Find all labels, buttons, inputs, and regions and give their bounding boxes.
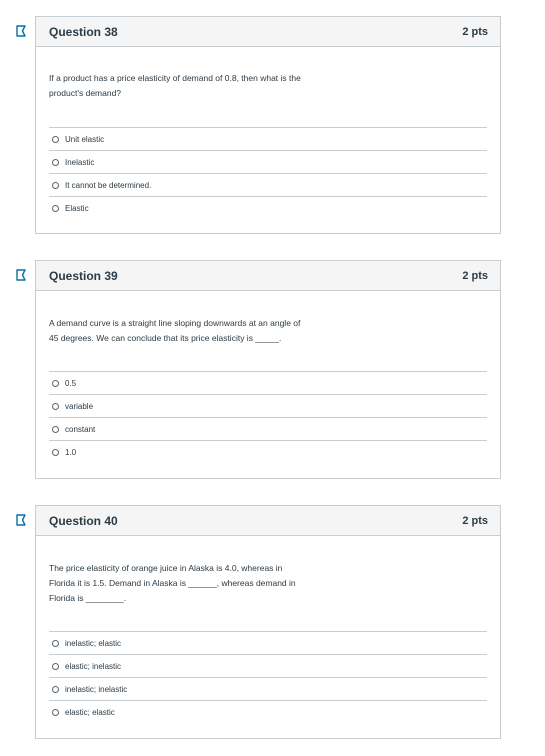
answer-option[interactable] <box>49 700 487 723</box>
answer-label: 1.0 <box>65 447 77 457</box>
question-header <box>36 17 500 47</box>
question-points: 2 pts <box>462 269 488 282</box>
radio-button[interactable] <box>52 159 59 166</box>
radio-button[interactable] <box>52 709 59 716</box>
radio-button[interactable] <box>52 380 59 387</box>
question-points: 2 pts <box>462 514 488 527</box>
answer-option[interactable] <box>49 196 487 219</box>
answer-option[interactable] <box>49 631 487 654</box>
radio-button[interactable] <box>52 663 59 670</box>
question-title: Question 40 <box>49 513 118 528</box>
radio-button[interactable] <box>52 426 59 433</box>
radio-button[interactable] <box>52 205 59 212</box>
question-title: Question 38 <box>49 24 118 39</box>
answer-label: It cannot be determined. <box>65 180 152 190</box>
question-header <box>36 506 500 536</box>
answer-label: elastic; inelastic <box>65 661 122 671</box>
answer-list <box>49 631 487 723</box>
radio-button[interactable] <box>52 136 59 143</box>
answer-list <box>49 371 487 463</box>
answer-label: 0.5 <box>65 378 77 388</box>
radio-button[interactable] <box>52 449 59 456</box>
question-39 <box>35 260 501 479</box>
answer-option[interactable] <box>49 150 487 173</box>
radio-button[interactable] <box>52 640 59 647</box>
answer-label: constant <box>65 424 96 434</box>
answer-label: variable <box>65 401 94 411</box>
answer-label: inelastic; elastic <box>65 638 122 648</box>
flag-icon[interactable] <box>16 25 27 37</box>
question-40 <box>35 505 501 739</box>
question-header <box>36 261 500 291</box>
answer-label: elastic; elastic <box>65 707 115 717</box>
answer-option[interactable] <box>49 654 487 677</box>
answer-option[interactable] <box>49 173 487 196</box>
answer-option[interactable] <box>49 127 487 150</box>
question-title: Question 39 <box>49 268 118 283</box>
answer-label: Inelastic <box>65 157 95 167</box>
question-38 <box>35 16 501 234</box>
radio-button[interactable] <box>52 403 59 410</box>
radio-button[interactable] <box>52 182 59 189</box>
flag-icon[interactable] <box>16 514 27 526</box>
answer-label: Unit elastic <box>65 134 105 144</box>
question-text: The price elasticity of orange juice in Alaska is 4.0, whereas in Florida it is 1.5. Demand in Alaska is ______, whereas demand in Florida is ________. <box>49 563 296 603</box>
answer-option[interactable] <box>49 417 487 440</box>
question-text: A demand curve is a straight line sloping downwards at an angle of 45 degrees. We can conclude that its price elasticity is _____. <box>49 318 301 343</box>
question-points: 2 pts <box>462 25 488 38</box>
question-text: If a product has a price elasticity of demand of 0.8, then what is the product's demand? <box>49 73 301 98</box>
answer-option[interactable] <box>49 440 487 463</box>
flag-icon[interactable] <box>16 269 27 281</box>
answer-option[interactable] <box>49 371 487 394</box>
answer-list <box>49 127 487 219</box>
answer-label: Elastic <box>65 203 89 213</box>
answer-option[interactable] <box>49 394 487 417</box>
answer-option[interactable] <box>49 677 487 700</box>
radio-button[interactable] <box>52 686 59 693</box>
answer-label: inelastic; inelastic <box>65 684 128 694</box>
